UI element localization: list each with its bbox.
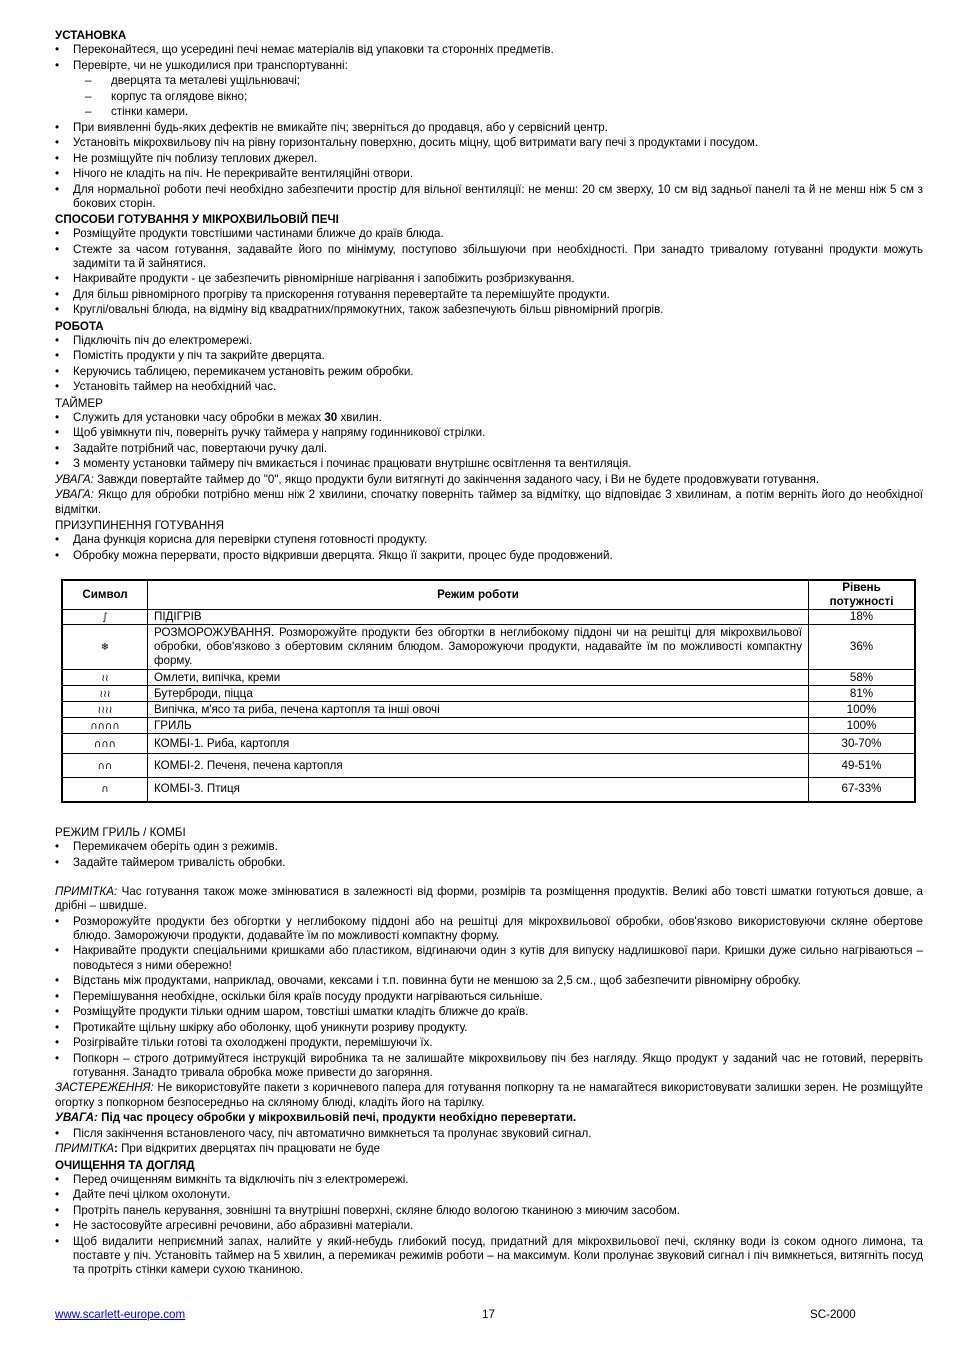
page-number: 17 — [482, 1308, 495, 1321]
symbol-cell — [62, 670, 148, 686]
list-item: • Перед очищенням вимкніть та відключіть піч з електромережі. — [55, 1173, 923, 1187]
list-item: • Відстань між продуктами, наприклад, овочами, кексами і т.п. повинна бути не меншою за 2,5 см., щоб забезпечити рівномірну обробку. — [55, 974, 923, 988]
power-4-waves-icon: ≀≀≀≀ — [97, 704, 113, 716]
grill-icon: ∩∩∩∩ — [90, 720, 120, 732]
attention-label: УВАГА: — [55, 1111, 98, 1125]
note-label: ПРИМІТКА — [55, 1142, 114, 1156]
list-item: • Дана функція корисна для перевірки ступеня готовності продукту. — [55, 533, 923, 547]
list-item: • Розміщуйте продукти товстішими частинами ближче до країв блюда. — [55, 227, 923, 241]
list-item: • Переконайтеся, що усередині печі немає матеріалів від упаковки та сторонніх предметів. — [55, 43, 923, 57]
list-item: • Стежте за часом готування, задавайте його по мінімуму, поступово збільшуючи при необхідності. При занадто тривалому готуванні продукти можуть задиміти та й зайнятися. — [55, 243, 923, 271]
timer-max-minutes: 30 — [324, 410, 338, 424]
section-title-pause: ПРИЗУПИНЕННЯ ГОТУВАННЯ — [55, 519, 225, 533]
power-cell: 58% — [809, 670, 916, 686]
list-item: • Накривайте продукти спеціальними кришками або пластиком, відгинаючи один з кутів для випуску надлишкової пари. Кришки дуже сильно нагріваються – поводьтеся з ними обережно! — [55, 944, 923, 972]
text: хвилин. — [337, 410, 382, 424]
table-row — [62, 610, 915, 625]
attention-paragraph — [55, 1111, 923, 1125]
table-header-row — [62, 580, 915, 610]
list-item: • Розігрівайте тільки готові та охолоджені продукти, перемішуючи їх. — [55, 1036, 923, 1050]
page-lower — [55, 825, 923, 1278]
power-cell: 30-70% — [809, 734, 916, 754]
list-item: • Дайте печі цілком охолонути. — [55, 1188, 923, 1202]
snowflake-defrost-icon: ❄ — [100, 642, 110, 653]
list-item: • Задайте потрібний час, повертаючи ручку далі. — [55, 442, 923, 456]
power-cell: 100% — [809, 718, 916, 734]
power-cell: 100% — [809, 702, 916, 718]
list-item: • Установіть мікрохвильову піч на рівну горизонтальну поверхню, досить міцну, щоб витримати вагу печі з продуктами і посудом. — [55, 136, 923, 150]
caution-label: ЗАСТЕРЕЖЕННЯ: — [55, 1081, 154, 1095]
timer-warning-2 — [55, 488, 923, 516]
text: Не використовуйте пакети з коричневого папера для готування попкорну та не намагайтеся використовувати залишки зерен. Не розміщуйте огортку з попкорном безпосередньо на скляному блюді, кладіть його на тарілку. — [55, 1081, 923, 1109]
list-item: • При виявленні будь-яких дефектів не вмикайте піч; зверніться до продавця, або у сервісний центр. — [55, 121, 923, 135]
list-item: • З моменту установки таймеру піч вмикається і починає працювати внутрішнє освітлення та вентиляція. — [55, 457, 923, 471]
list-item: • Установіть таймер на необхідний час. — [55, 380, 923, 394]
page-upper — [55, 28, 923, 564]
note-label: ПРИМІТКА: — [55, 885, 118, 898]
power-cell: 49-51% — [809, 754, 916, 778]
list-item: – корпус та оглядове вікно; — [55, 90, 923, 104]
list-item: • Перевірте, чи не ушкодилися при транспортуванні: — [55, 59, 923, 73]
list-item: • Після закінчення встановленого часу, піч автоматично вимкнеться та пролунає звуковий сигнал. — [55, 1127, 923, 1141]
symbol-cell — [62, 734, 148, 754]
text: Якщо для обробки потрібно менш ніж 2 хвилини, спочатку поверніть таймер за відмітку, що відповідає 3 хвилинам, а потім верніть його до необхідної відмітки. — [55, 488, 923, 516]
symbol-cell — [62, 718, 148, 734]
operation-list — [55, 334, 923, 395]
list-item: • Протріть панель керування, зовнішні та внутрішні поверхні, скляне блюдо вологою тканиною з миючим засобом. — [55, 1204, 923, 1218]
list-item — [55, 411, 923, 425]
text: Під час процесу обробки у мікрохвильовій печі, продукти необхідно перевертати. — [97, 1111, 577, 1125]
power-2-waves-icon: ≀≀ — [101, 672, 109, 684]
mode-cell: КОМБІ-1. Риба, картопля — [148, 734, 809, 754]
section-title-operation: РОБОТА — [55, 319, 104, 333]
text: : — [113, 1142, 118, 1156]
mode-cell: ГРИЛЬ — [148, 718, 809, 734]
symbol-cell — [62, 625, 148, 670]
mode-cell: Бутерброди, піцца — [148, 686, 809, 702]
power-modes-table — [61, 579, 916, 803]
symbol-cell — [62, 610, 148, 625]
list-item: • Задайте таймером тривалість обробки. — [55, 856, 923, 870]
text: Час готування також може змінюватися в залежності від форми, розмірів та розміщення продуктів. Великі або товсті шматки готуються довше, а дрібні – швидше. — [55, 885, 923, 913]
table-row — [62, 702, 915, 718]
list-item: – дверцята та металеві ущільнювачі; — [55, 74, 923, 88]
list-item: • Не застосовуйте агресивні речовини, або абразивні матеріали. — [55, 1219, 923, 1233]
list-item: • Щоб увімкнути піч, поверніть ручку таймера у напряму годинникової стрілки. — [55, 426, 923, 440]
model-number: SC-2000 — [810, 1308, 856, 1321]
power-3-waves-icon: ≀≀≀ — [99, 688, 111, 700]
website-link[interactable]: www.scarlett-europe.com — [55, 1308, 186, 1321]
table-row — [62, 686, 915, 702]
warning-label: УВАГА: — [55, 488, 94, 502]
table-row — [62, 718, 915, 734]
list-item: • Розміщуйте продукти тільки одним шаром, товстіші шматки кладіть ближче до країв. — [55, 1005, 923, 1019]
power-cell: 67-33% — [809, 778, 916, 802]
mode-cell: РОЗМОРОЖУВАННЯ. Розморожуйте продукти без обгортки в неглибокому піддоні чи на решітці для мікрохвильової обробки, обов'язково з обертовим скляним блюдом. Заморожуючи продукти, надавайте їм по можливості компактну форму. — [148, 625, 809, 670]
list-item: • Перемішування необхідне, оскільки біля країв посуду продукти нагріваються сильніше. — [55, 990, 923, 1004]
mode-cell: Випічка, м'ясо та риба, печена картопля та інші овочі — [148, 702, 809, 718]
symbol-cell — [62, 754, 148, 778]
cleaning-list — [55, 1173, 923, 1278]
tips-list — [55, 915, 923, 1080]
symbol-cell — [62, 686, 148, 702]
list-item: • Попкорн – строго дотримуйтеся інструкцій виробника та не залишайте мікрохвильову піч без нагляду. Якщо продукт у заданий час не готовий, перервіть готування. Занадто тривала обробка може привести до загоряння. — [55, 1052, 923, 1080]
combi-3-icon: ∩ — [101, 784, 109, 796]
list-item: • Перемикачем оберіть один з режимів. — [55, 840, 923, 854]
list-item: • Не розміщуйте піч поблизу теплових джерел. — [55, 152, 923, 166]
list-item: • Обробку можна перервати, просто відкривши дверцята. Якщо її закрити, процес буде продовжений. — [55, 549, 923, 563]
list-item: • Для більш рівномірного прогріву та прискорення готування перевертайте та перемішуйте продукти. — [55, 288, 923, 302]
cooking-methods-list — [55, 227, 923, 317]
power-cell: 18% — [809, 610, 916, 625]
after-list — [55, 1127, 923, 1141]
section-title-grill-combi: РЕЖИМ ГРИЛЬ / КОМБІ — [55, 826, 186, 839]
list-item: • Нічого не кладіть на піч. Не перекривайте вентиляційні отвори. — [55, 167, 923, 181]
list-item: • Протикайте щільну шкірку або оболонку, щоб уникнути розриву продукту. — [55, 1021, 923, 1035]
list-item: • Щоб видалити неприємний запах, налийте у який-небудь глибокий посуд, придатний для мікрохвильової печі, склянку води із соком одного лимона, та поставте у піч. Установіть таймер на 5 хвилин, а перемикач режимів роботи – на максимум. Коли пролунає звуковий сигнал і піч вимкнеться, витягніть посуд та протріть стінки камери сухою тканиною. — [55, 1235, 923, 1278]
power-cell: 36% — [809, 625, 916, 670]
mode-cell: ПІДІГРІВ — [148, 610, 809, 625]
column-header-symbol: Символ — [62, 580, 148, 610]
symbol-cell — [62, 702, 148, 718]
table-row — [62, 734, 915, 754]
timer-warning-1 — [55, 473, 923, 487]
list-item: • Керуючись таблицею, перемикачем установіть режим обробки. — [55, 365, 923, 379]
column-header-mode: Режим роботи — [148, 580, 809, 610]
table-row — [62, 625, 915, 670]
list-item: • Підключіть піч до електромережі. — [55, 334, 923, 348]
list-item: • Для нормальної роботи печі необхідно забезпечити простір для вільної вентиляції: не менш: 20 см зверху, 10 см від задньої панелі та й не менш ніж 5 см з бокових сторін. — [55, 183, 923, 211]
text: Завжди повертайте таймер до "0", якщо продукти були витягнуті до закінчення заданого часу, і Ви не будете продовжувати готування. — [93, 472, 820, 486]
table-row — [62, 670, 915, 686]
note-paragraph — [55, 885, 923, 913]
mode-cell: КОМБІ-3. Птиця — [148, 778, 809, 802]
list-item: • Круглі/овальні блюда, на відміну від квадратних/прямокутних, також забезпечують більш рівномірний прогрів. — [55, 303, 923, 317]
section-title-timer: ТАЙМЕР — [55, 396, 103, 410]
caution-paragraph — [55, 1081, 923, 1109]
installation-list — [55, 43, 923, 211]
mode-cell: КОМБІ-2. Печеня, печена картопля — [148, 754, 809, 778]
table-row — [62, 778, 915, 802]
combi-1-icon: ∩∩∩ — [94, 738, 116, 750]
text: Служить для установки часу обробки в межах — [73, 410, 325, 424]
note-door-paragraph — [55, 1142, 923, 1156]
mode-cell: Омлети, випічка, креми — [148, 670, 809, 686]
symbol-cell — [62, 778, 148, 802]
list-item: – стінки камери. — [55, 105, 923, 119]
pause-list — [55, 533, 923, 563]
combi-2-icon: ∩∩ — [97, 760, 113, 772]
text: При відкритих дверцятах піч працювати не буде — [117, 1142, 381, 1156]
defrost-low-icon: ∫ — [102, 612, 108, 623]
power-cell: 81% — [809, 686, 916, 702]
list-item: • Розморожуйте продукти без обгортки у неглибокому піддоні або на решітці для мікрохвильової обробки, обов'язково використовуючи скляне обертове блюдо. Заморожуючи продукти, додавайте їм по можливості компактну форму. — [55, 915, 923, 943]
column-header-power: Рівень потужності — [809, 580, 916, 610]
table-row — [62, 754, 915, 778]
section-title-cleaning: ОЧИЩЕННЯ ТА ДОГЛЯД — [55, 1158, 195, 1172]
section-title-cooking-methods: СПОСОБИ ГОТУВАННЯ У МІКРОХВИЛЬОВІЙ ПЕЧІ — [55, 213, 339, 227]
warning-label: УВАГА: — [55, 472, 94, 486]
list-item: • Накривайте продукти - це забезпечить рівномірніше нагрівання і запобіжить розбризкування. — [55, 272, 923, 286]
list-item: • Помістіть продукти у піч та закрийте дверцята. — [55, 349, 923, 363]
grill-combi-list — [55, 840, 923, 870]
timer-list — [55, 411, 923, 472]
section-title-installation: УСТАНОВКА — [55, 29, 127, 42]
